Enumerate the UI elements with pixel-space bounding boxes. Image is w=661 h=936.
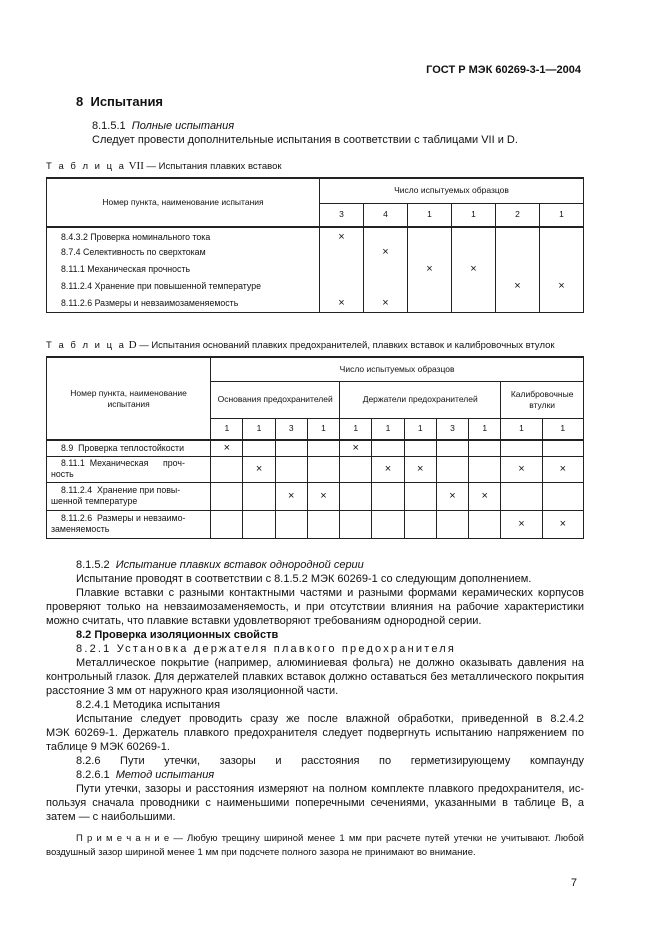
clause-number: 8.1.5.2 bbox=[76, 559, 110, 571]
sample-count: 1 bbox=[211, 418, 243, 440]
paragraph: расстояние 3 мм от наружного края изоляционной части. bbox=[46, 685, 339, 697]
test-mark bbox=[307, 510, 339, 538]
test-mark: × bbox=[364, 244, 408, 261]
sample-count: 2 bbox=[496, 203, 540, 227]
sample-count: 3 bbox=[275, 418, 307, 440]
row-label-line: 8.11.2.4 Хранение при повы- bbox=[61, 485, 181, 495]
test-mark bbox=[404, 440, 436, 456]
clause-number: 8.2.6.1 bbox=[76, 769, 110, 781]
test-mark bbox=[307, 456, 339, 482]
test-mark bbox=[320, 278, 364, 295]
test-mark bbox=[540, 295, 584, 312]
samples-header: Число испытуемых образцов bbox=[211, 357, 584, 381]
test-mark bbox=[320, 244, 364, 261]
caption-number: D bbox=[128, 339, 137, 351]
test-mark bbox=[501, 482, 542, 510]
test-mark: × bbox=[307, 482, 339, 510]
test-mark bbox=[452, 244, 496, 261]
test-mark: × bbox=[372, 456, 404, 482]
test-mark: × bbox=[364, 295, 408, 312]
table-row bbox=[47, 227, 584, 244]
sample-count: 1 bbox=[404, 418, 436, 440]
test-mark bbox=[404, 510, 436, 538]
test-mark bbox=[320, 261, 364, 278]
test-mark: × bbox=[436, 482, 468, 510]
test-mark bbox=[469, 456, 501, 482]
paragraph: можно считать, что плавкие вставки удовлетворяют требованиям однородной серии. bbox=[46, 615, 482, 627]
group-header-line: Калибровочные bbox=[510, 388, 574, 399]
paragraph: контрольный глазок. Для держателей плавких вставок должно оставаться без металлического покрытия bbox=[46, 671, 584, 683]
clause-8261 bbox=[76, 768, 214, 782]
row-label bbox=[47, 456, 211, 482]
caption-number: VII bbox=[128, 160, 144, 172]
row-label-line: шенной температуре bbox=[51, 496, 138, 506]
row-label: 8.11.2.4 Хранение при повышенной температуре bbox=[47, 278, 320, 295]
test-mark: × bbox=[542, 456, 583, 482]
test-mark bbox=[364, 227, 408, 244]
paragraph: пользуя сначала проводники с наименьшими поперечными сечениями, указанными в таблице В, а bbox=[46, 797, 584, 809]
test-mark bbox=[404, 482, 436, 510]
test-mark bbox=[275, 510, 307, 538]
test-mark bbox=[211, 510, 243, 538]
sample-count: 1 bbox=[340, 418, 372, 440]
test-mark bbox=[542, 482, 583, 510]
caption-label: Т а б л и ц а bbox=[46, 340, 126, 351]
test-mark bbox=[372, 510, 404, 538]
row-label bbox=[47, 510, 211, 538]
test-mark bbox=[211, 456, 243, 482]
header-line: испытания bbox=[107, 398, 150, 409]
caption-text: — Испытания плавких вставок bbox=[146, 161, 282, 172]
test-mark bbox=[496, 295, 540, 312]
test-mark bbox=[436, 456, 468, 482]
row-label-line: 8.11.1 Механическая проч- bbox=[61, 458, 185, 468]
paragraph: Испытание следует проводить сразу же после влажной обработки, приведенной в 8.2.4.2 bbox=[76, 713, 584, 725]
sample-count: 1 bbox=[307, 418, 339, 440]
row-label: 8.11.1 Механическая прочность bbox=[47, 261, 320, 278]
document-header: ГОСТ Р МЭК 60269-3-1—2004 bbox=[426, 64, 581, 76]
row-label-line: 8.11.2.6 Размеры и невзаимо- bbox=[61, 513, 186, 523]
sample-count: 1 bbox=[542, 418, 583, 440]
test-mark bbox=[469, 510, 501, 538]
clause-title: Метод испытания bbox=[115, 769, 215, 781]
caption-text: — Испытания оснований плавких предохранителей, плавких вставок и калибровочных втулок bbox=[139, 340, 555, 351]
samples-header: Число испытуемых образцов bbox=[320, 178, 584, 203]
test-mark bbox=[540, 227, 584, 244]
paragraph: Металлическое покрытие (например, алюминиевая фольга) не должно оказывать давления на bbox=[76, 657, 584, 669]
test-mark bbox=[372, 440, 404, 456]
paragraph: затем — с наибольшими. bbox=[46, 811, 176, 823]
sample-count: 1 bbox=[452, 203, 496, 227]
row-label-line: 8.9 Проверка теплостойкости bbox=[61, 442, 184, 453]
test-mark bbox=[452, 278, 496, 295]
test-mark bbox=[340, 482, 372, 510]
clause-number: 8.1.5.1 bbox=[92, 120, 126, 132]
header-line: Номер пункта, наименование bbox=[70, 387, 187, 398]
test-mark bbox=[243, 482, 275, 510]
test-mark: × bbox=[404, 456, 436, 482]
test-mark bbox=[340, 510, 372, 538]
row-label bbox=[47, 440, 211, 456]
test-mark bbox=[243, 510, 275, 538]
group-header bbox=[501, 381, 584, 418]
test-mark bbox=[408, 295, 452, 312]
group-header-line: втулки bbox=[529, 399, 556, 410]
test-mark bbox=[540, 261, 584, 278]
section-title: Испытания bbox=[90, 94, 164, 109]
table-caption bbox=[46, 159, 282, 174]
test-mark bbox=[372, 482, 404, 510]
test-mark bbox=[542, 440, 583, 456]
test-mark bbox=[436, 510, 468, 538]
test-mark: × bbox=[275, 482, 307, 510]
sample-count: 1 bbox=[372, 418, 404, 440]
test-mark: × bbox=[496, 278, 540, 295]
test-mark bbox=[275, 440, 307, 456]
test-mark bbox=[540, 244, 584, 261]
clause-heading: 8.2.1 Установка держателя плавкого предохранителя bbox=[76, 643, 457, 655]
test-mark bbox=[501, 440, 542, 456]
test-mark bbox=[364, 261, 408, 278]
table-row bbox=[47, 261, 584, 278]
table-d bbox=[46, 356, 584, 539]
test-mark bbox=[452, 295, 496, 312]
column-header: Номер пункта, наименование испытания bbox=[47, 178, 320, 227]
table-vii bbox=[46, 177, 584, 313]
test-mark: × bbox=[320, 227, 364, 244]
table-row bbox=[47, 244, 584, 261]
section-number: 8 bbox=[76, 94, 84, 109]
test-mark bbox=[496, 261, 540, 278]
test-mark bbox=[275, 456, 307, 482]
table-row bbox=[47, 278, 584, 295]
test-mark bbox=[243, 440, 275, 456]
paragraph: Испытание проводят в соответствии с 8.1.5.2 МЭК 60269-1 со следующим дополнением. bbox=[76, 573, 532, 585]
table-row bbox=[47, 510, 584, 538]
paragraph: Плавкие вставки с разными контактными частями и разными формами керамических корпусов bbox=[76, 587, 584, 599]
table-row bbox=[47, 440, 584, 456]
test-mark bbox=[408, 244, 452, 261]
clause-heading: 8.2.4.1 Методика испытания bbox=[76, 699, 221, 711]
test-mark: × bbox=[542, 510, 583, 538]
sample-count: 1 bbox=[501, 418, 542, 440]
sample-count: 1 bbox=[469, 418, 501, 440]
test-mark bbox=[452, 227, 496, 244]
table-row bbox=[47, 295, 584, 312]
table-caption bbox=[46, 338, 555, 353]
row-label: 8.11.2.6 Размеры и невзаимозаменяемость bbox=[47, 295, 320, 312]
group-header: Основания предохранителей bbox=[211, 381, 340, 418]
test-mark bbox=[436, 440, 468, 456]
sample-count: 3 bbox=[320, 203, 364, 227]
row-label: 8.7.4 Селективность по сверхтокам bbox=[47, 244, 320, 261]
test-mark: × bbox=[501, 510, 542, 538]
paragraph: Следует провести дополнительные испытания в соответствии с таблицами VII и D. bbox=[92, 134, 518, 146]
table-row bbox=[47, 482, 584, 510]
subsection-heading: 8.2 Проверка изоляционных свойств bbox=[76, 629, 279, 641]
test-mark: × bbox=[320, 295, 364, 312]
clause-8151 bbox=[92, 119, 234, 133]
test-mark: × bbox=[340, 440, 372, 456]
clause-8152 bbox=[76, 558, 364, 572]
section-heading bbox=[76, 94, 163, 109]
test-mark bbox=[364, 278, 408, 295]
group-header: Держатели предохранителей bbox=[340, 381, 501, 418]
sample-count: 1 bbox=[243, 418, 275, 440]
note: П р и м е ч а н и е — Любую трещину шириной менее 1 мм при расчете путей утечки не учитывают. Любой bbox=[76, 833, 584, 844]
test-mark bbox=[408, 278, 452, 295]
paragraph: Пути утечки, зазоры и расстояния измеряют на полном комплекте плавкого предохранителя, ис- bbox=[76, 783, 584, 795]
row-label-line: ность bbox=[51, 469, 74, 479]
test-mark bbox=[496, 227, 540, 244]
column-header bbox=[47, 357, 211, 440]
caption-label: Т а б л и ц а bbox=[46, 161, 126, 172]
test-mark bbox=[408, 227, 452, 244]
row-label-line: заменяемость bbox=[51, 524, 110, 534]
test-mark: × bbox=[408, 261, 452, 278]
paragraph: проверяют только на невзаимозаменяемость, и при отсутствии влияния на рабочие характеристики bbox=[46, 601, 584, 613]
test-mark: × bbox=[211, 440, 243, 456]
clause-title: Испытание плавких вставок однородной серии bbox=[115, 559, 364, 571]
test-mark bbox=[211, 482, 243, 510]
test-mark: × bbox=[540, 278, 584, 295]
paragraph: таблице 9 МЭК 60269-1. bbox=[46, 741, 170, 753]
row-label: 8.4.3.2 Проверка номинального тока bbox=[47, 227, 320, 244]
test-mark: × bbox=[469, 482, 501, 510]
test-mark: × bbox=[501, 456, 542, 482]
note: воздушный зазор шириной менее 1 мм при подсчете полного зазора не принимают во внимание. bbox=[46, 847, 476, 858]
page-number: 7 bbox=[570, 877, 577, 889]
sample-count: 1 bbox=[540, 203, 584, 227]
test-mark: × bbox=[452, 261, 496, 278]
row-label bbox=[47, 482, 211, 510]
sample-count: 1 bbox=[408, 203, 452, 227]
sample-count: 4 bbox=[364, 203, 408, 227]
test-mark bbox=[340, 456, 372, 482]
sample-count: 3 bbox=[436, 418, 468, 440]
table-row bbox=[47, 456, 584, 482]
test-mark bbox=[469, 440, 501, 456]
clause-heading: 8.2.6 Пути утечки, зазоры и расстояния по герметизирующему компаунду bbox=[76, 755, 584, 767]
test-mark bbox=[307, 440, 339, 456]
test-mark bbox=[496, 244, 540, 261]
clause-title: Полные испытания bbox=[131, 120, 235, 132]
test-mark: × bbox=[243, 456, 275, 482]
paragraph: МЭК 60269-1. Держатель плавкого предохранителя следует подвергнуть испытанию напряжением по bbox=[46, 727, 584, 739]
